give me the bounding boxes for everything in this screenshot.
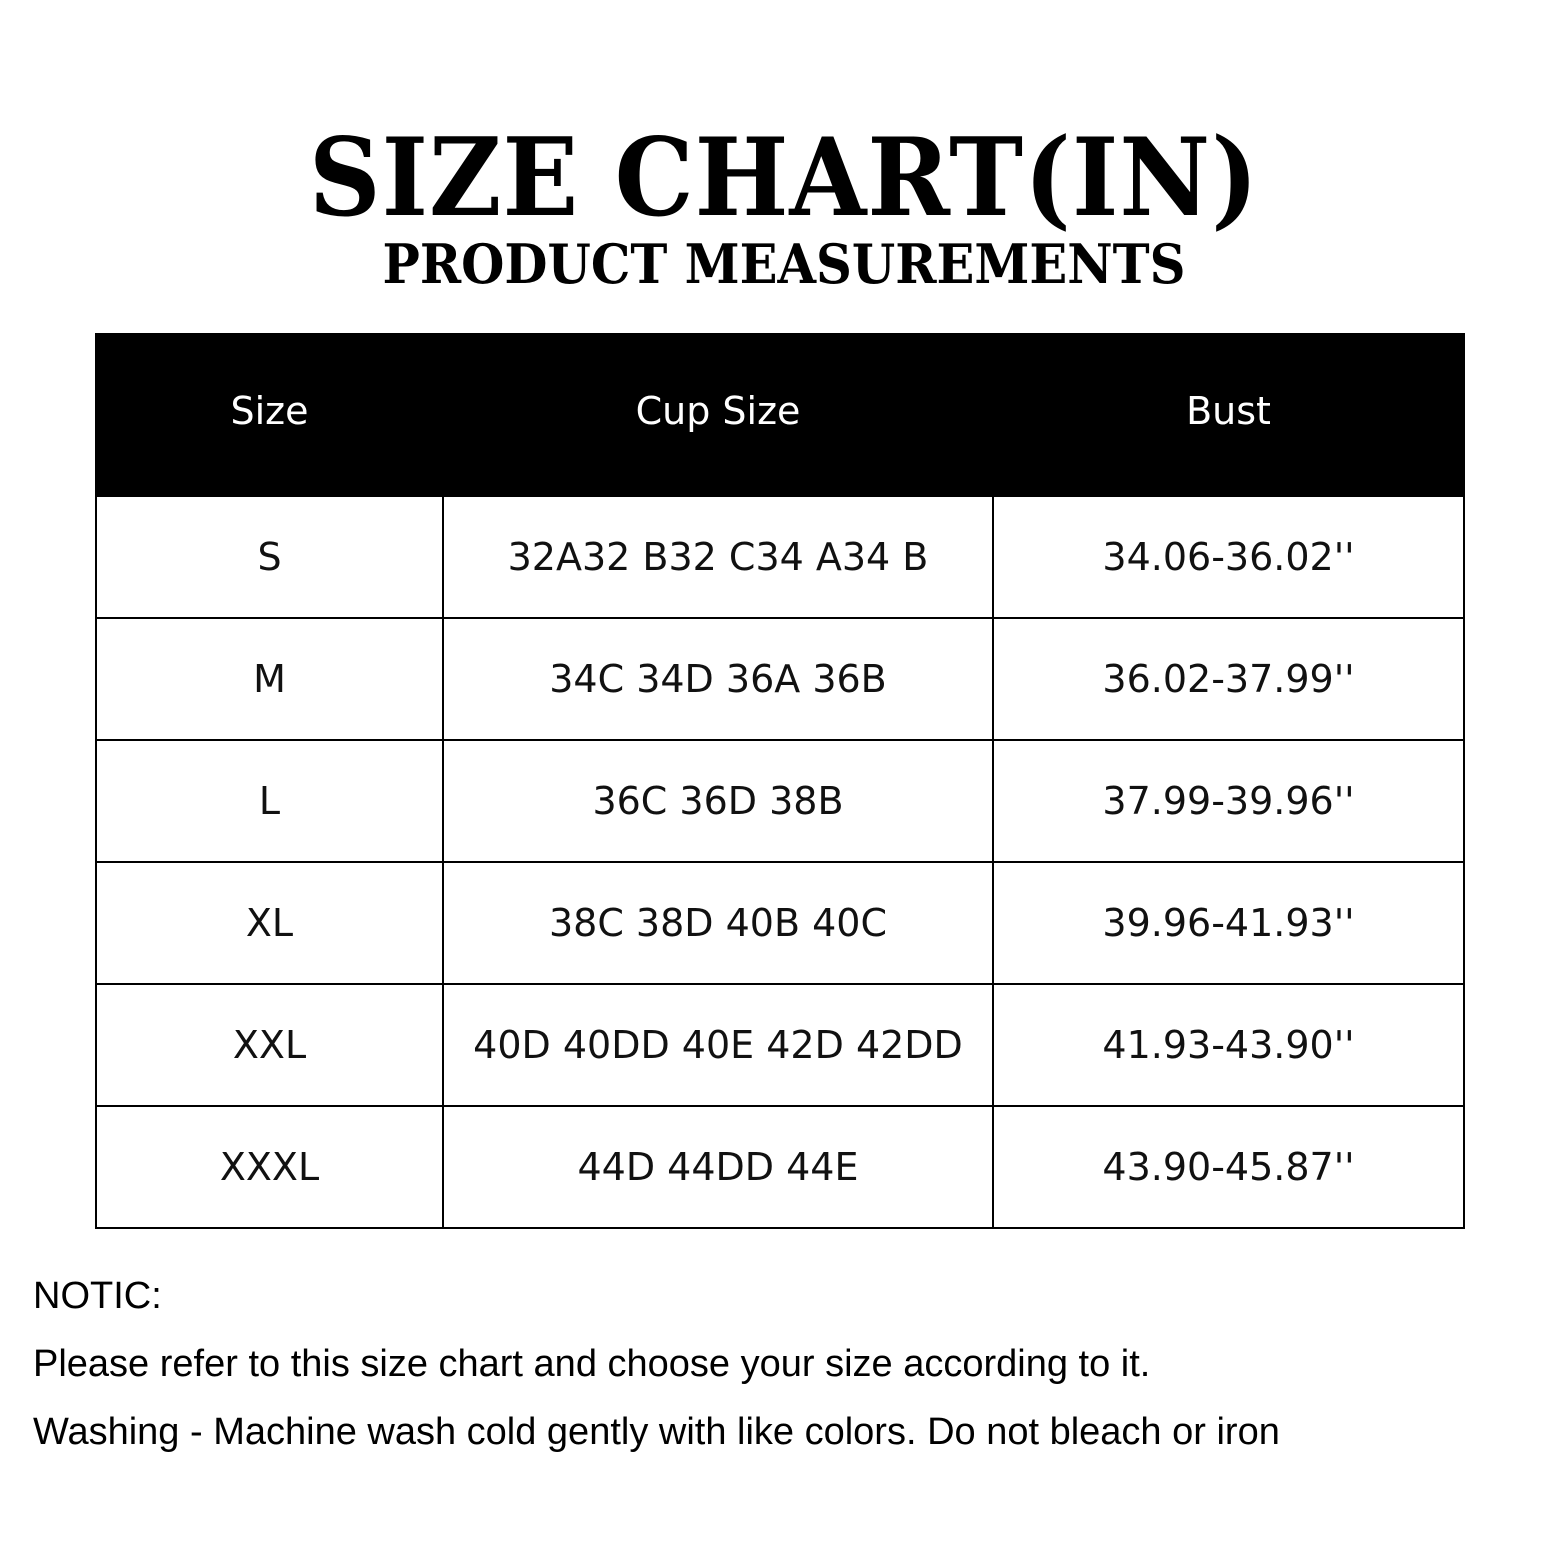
size-cell: S (96, 496, 443, 618)
bust-cell: 36.02-37.99'' (993, 618, 1464, 740)
cup-size-cell: 36C 36D 38B (443, 740, 993, 862)
cup-size-cell: 34C 34D 36A 36B (443, 618, 993, 740)
column-header-size: Size (96, 334, 443, 496)
table-row (96, 984, 1464, 1106)
table-row (96, 618, 1464, 740)
cup-size-cell: 38C 38D 40B 40C (443, 862, 993, 984)
size-cell: XXL (96, 984, 443, 1106)
notes-label: NOTIC: (33, 1275, 162, 1317)
bust-cell: 43.90-45.87'' (993, 1106, 1464, 1228)
bust-cell: 39.96-41.93'' (993, 862, 1464, 984)
table-header-row (96, 334, 1464, 496)
table-header (96, 334, 1464, 496)
column-header-cup-size: Cup Size (443, 334, 993, 496)
bust-cell: 34.06-36.02'' (993, 496, 1464, 618)
table-row (96, 1106, 1464, 1228)
table-row (96, 862, 1464, 984)
table-row (96, 496, 1464, 618)
size-cell: L (96, 740, 443, 862)
notes-size-advice: Please refer to this size chart and choose your size according to it. (33, 1343, 1151, 1385)
notes-section (33, 1262, 1280, 1466)
cup-size-cell: 40D 40DD 40E 42D 42DD (443, 984, 993, 1106)
table-body (96, 496, 1464, 1228)
page-subtitle: PRODUCT MEASUREMENTS (382, 232, 1186, 296)
size-cell: XXXL (96, 1106, 443, 1228)
bust-cell: 37.99-39.96'' (993, 740, 1464, 862)
size-cell: M (96, 618, 443, 740)
cup-size-cell: 44D 44DD 44E (443, 1106, 993, 1228)
cup-size-cell: 32A32 B32 C34 A34 B (443, 496, 993, 618)
notes-washing-instructions: Washing - Machine wash cold gently with like colors. Do not bleach or iron (33, 1411, 1280, 1453)
bust-cell: 41.93-43.90'' (993, 984, 1464, 1106)
page-title: SIZE CHART(IN) (308, 115, 1260, 241)
column-header-bust: Bust (993, 334, 1464, 496)
table-row (96, 740, 1464, 862)
size-chart-table (95, 333, 1465, 1229)
size-cell: XL (96, 862, 443, 984)
